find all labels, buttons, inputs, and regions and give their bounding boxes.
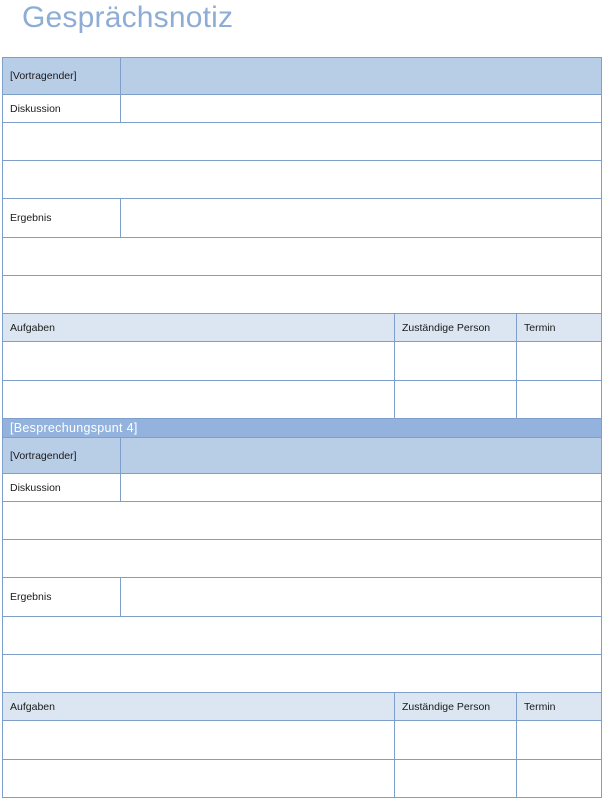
task-row bbox=[2, 342, 602, 381]
result-notes-row[interactable] bbox=[2, 276, 602, 314]
result-value[interactable] bbox=[120, 578, 601, 616]
result-value[interactable] bbox=[120, 199, 601, 237]
discussion-value[interactable] bbox=[120, 95, 601, 122]
discussion-value[interactable] bbox=[120, 474, 601, 501]
result-row bbox=[2, 578, 602, 617]
discussion-notes-row[interactable] bbox=[2, 502, 602, 540]
deadline-cell[interactable] bbox=[516, 381, 601, 418]
presenter-value[interactable] bbox=[120, 58, 601, 94]
responsible-column-header: Zuständige Person bbox=[394, 693, 516, 720]
result-label: Ergebnis bbox=[10, 212, 52, 224]
section-title[interactable]: [Besprechungspunt 4] bbox=[3, 419, 601, 437]
responsible-column-header: Zuständige Person bbox=[394, 314, 516, 341]
tasks-column-header: Aufgaben bbox=[3, 314, 394, 341]
task-cell[interactable] bbox=[3, 721, 394, 759]
presenter-row bbox=[2, 57, 602, 95]
result-notes-row[interactable] bbox=[2, 655, 602, 693]
discussion-label: Diskussion bbox=[10, 481, 61, 494]
presenter-label[interactable]: [Vortragender] bbox=[3, 438, 120, 473]
task-cell[interactable] bbox=[3, 760, 394, 797]
document-title: Gesprächsnotiz bbox=[22, 1, 234, 34]
responsible-cell[interactable] bbox=[394, 760, 516, 797]
responsible-cell[interactable] bbox=[394, 381, 516, 418]
presenter-row bbox=[2, 438, 602, 474]
tasks-header-row bbox=[2, 693, 602, 721]
responsible-cell[interactable] bbox=[394, 342, 516, 380]
deadline-cell[interactable] bbox=[516, 760, 601, 797]
section-heading-row bbox=[2, 419, 602, 438]
responsible-cell[interactable] bbox=[394, 721, 516, 759]
deadline-column-header: Termin bbox=[516, 693, 601, 720]
discussion-label: Diskussion bbox=[10, 102, 61, 115]
deadline-cell[interactable] bbox=[516, 721, 601, 759]
task-cell[interactable] bbox=[3, 342, 394, 380]
tasks-header-row bbox=[2, 314, 602, 342]
discussion-row bbox=[2, 95, 602, 123]
result-label: Ergebnis bbox=[10, 591, 52, 603]
result-row bbox=[2, 199, 602, 238]
task-row bbox=[2, 381, 602, 419]
discussion-notes-row[interactable] bbox=[2, 123, 602, 161]
discussion-notes-row[interactable] bbox=[2, 540, 602, 578]
discussion-notes-row[interactable] bbox=[2, 161, 602, 199]
presenter-label[interactable]: [Vortragender] bbox=[3, 58, 120, 94]
presenter-value[interactable] bbox=[120, 438, 601, 473]
task-row bbox=[2, 760, 602, 798]
result-notes-row[interactable] bbox=[2, 238, 602, 276]
task-cell[interactable] bbox=[3, 381, 394, 418]
deadline-column-header: Termin bbox=[516, 314, 601, 341]
discussion-row bbox=[2, 474, 602, 502]
result-notes-row[interactable] bbox=[2, 617, 602, 655]
tasks-column-header: Aufgaben bbox=[3, 693, 394, 720]
meeting-notes-table bbox=[2, 57, 602, 798]
deadline-cell[interactable] bbox=[516, 342, 601, 380]
task-row bbox=[2, 721, 602, 760]
